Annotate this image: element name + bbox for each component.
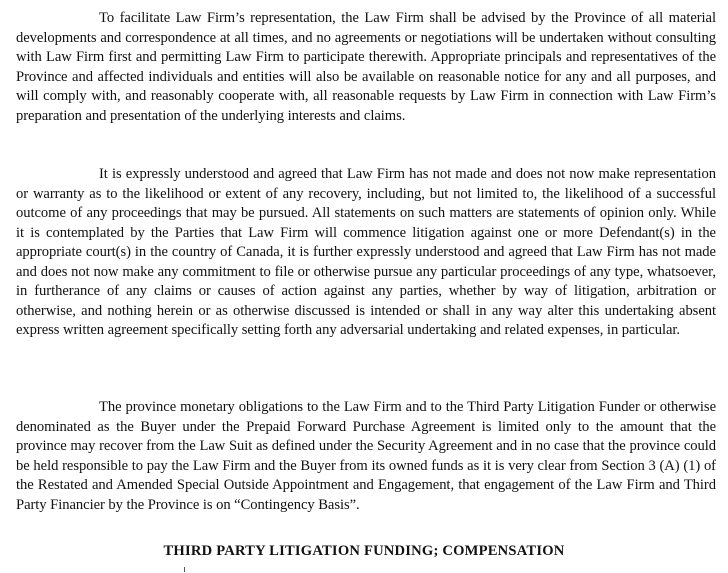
section-heading: THIRD PARTY LITIGATION FUNDING; COMPENSATION — [163, 543, 565, 559]
paragraph-monetary-obligations: The province monetary obligations to the Law Firm and to the Third Party Litigation Funder or otherwise denominated as the Buyer under the Prepaid Forward Purchase Agreement is limited only to the amount that the province may recover from the Law Suit as defined under the Security Agreement and in no case that the province could be held responsible to pay the Law Firm and the Buyer from its owned funds as it is very clear from Section 3 (A) (1) of the Restated and Amended Special Outside Appointment and Engagement, that engagement of the Law Firm and Third Party Financier by the Province is on “Contingency Basis”. — [16, 399, 716, 513]
paragraph-no-warranty: It is expressly understood and agreed that Law Firm has not made and does not now make representation or warranty as to the likelihood or extent of any recovery, including, but not limited to, the likelihood of a successful outcome of any proceedings that may be pursued. All statements on such matters are statements of opinion only. While it is contemplated by the Parties that Law Firm will commence litigation against one or more Defendant(s) in the appropriate court(s) in the country of Canada, it is further expressly understood and agreed that Law Firm has not made and does not now make any commitment to file or otherwise pursue any particular proceedings of any type, whatsoever, in furtherance of any claims or causes of action against any parties, whether by way of litigation, arbitration or otherwise, and nothing herein or as otherwise discussed is intended or shall in any way alter this undertaking absent express written agreement specifically setting forth any adversarial undertaking and related expenses, in particular. — [16, 166, 716, 338]
scan-artifact-mark — [184, 567, 185, 572]
paragraph-representation: To facilitate Law Firm’s representation, the Law Firm shall be advised by the Province of all material developments and correspondence at all times, and no agreements or negotiations will be undertaken without consulting with Law Firm first and permitting Law Firm to participate therewith. Appropriate principals and representatives of the Province and affected individuals and entities will also be available on reasonable notice for any and all purposes, and will comply with, and reasonably cooperate with, all reasonable requests by Law Firm in connection with Law Firm’s preparation and presentation of the underlying interests and claims. — [16, 10, 716, 124]
